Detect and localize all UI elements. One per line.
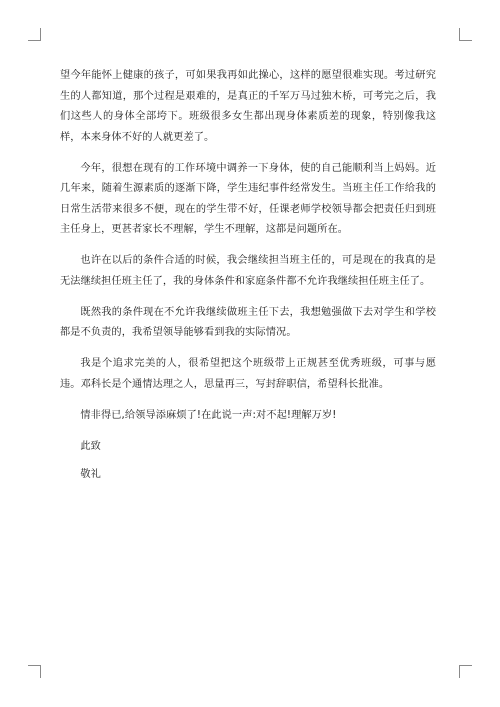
paragraph-4: 既然我的条件现在不允许我继续做班主任下去，我想勉强做下去对学生和学校都是不负责的，我希望领导能够看到我的实际情况。 bbox=[60, 306, 436, 338]
paragraph-3: 也许在以后的条件合适的时候，我会继续担当班主任的，可是现在的我真的是无法继续担任班主任了，我的身体条件和家庭条件都不允许我继续担任班主任了。 bbox=[60, 255, 436, 287]
crop-mark-bottom-right bbox=[459, 665, 472, 678]
crop-mark-bottom-left bbox=[28, 665, 41, 678]
paragraph-6: 情非得已,给领导添麻烦了!在此说一声:对不起!理解万岁! bbox=[80, 409, 337, 421]
paragraph-5: 我是个追求完美的人，很希望把这个班级带上正规甚至优秀班级，可事与愿违。邓科长是个通情达理之人，思量再三，写封辞职信，希望科长批准。 bbox=[60, 358, 436, 390]
paragraph-2: 今年，很想在现有的工作环境中调养一下身体，使的自己能顺利当上妈妈。近几年来，随着生源素质的逐渐下降，学生违纪事件经常发生。当班主任工作给我的日常生活带来很多不便，现在的学生带不好，任课老师学校领导都会把责任归到班主任身上，更甚者家长不理解，学生不理解，这都是问题所在。 bbox=[60, 162, 436, 235]
closing-salutation-2: 敬礼 bbox=[80, 469, 101, 480]
document-body bbox=[60, 66, 436, 494]
paragraph-1: 望今年能怀上健康的孩子，可如果我再如此操心，这样的愿望很难实现。考过研究生的人都知道，那个过程是艰难的，是真正的千军万马过独木桥，可考完之后，我们这些人的身体全部垮下。班级很多女生都出现身体素质差的现象，特别像我这样，本来身体不好的人就更差了。 bbox=[60, 70, 436, 143]
closing-salutation-1: 此致 bbox=[80, 440, 101, 452]
crop-mark-top-left bbox=[28, 28, 41, 41]
crop-mark-top-right bbox=[459, 28, 472, 41]
